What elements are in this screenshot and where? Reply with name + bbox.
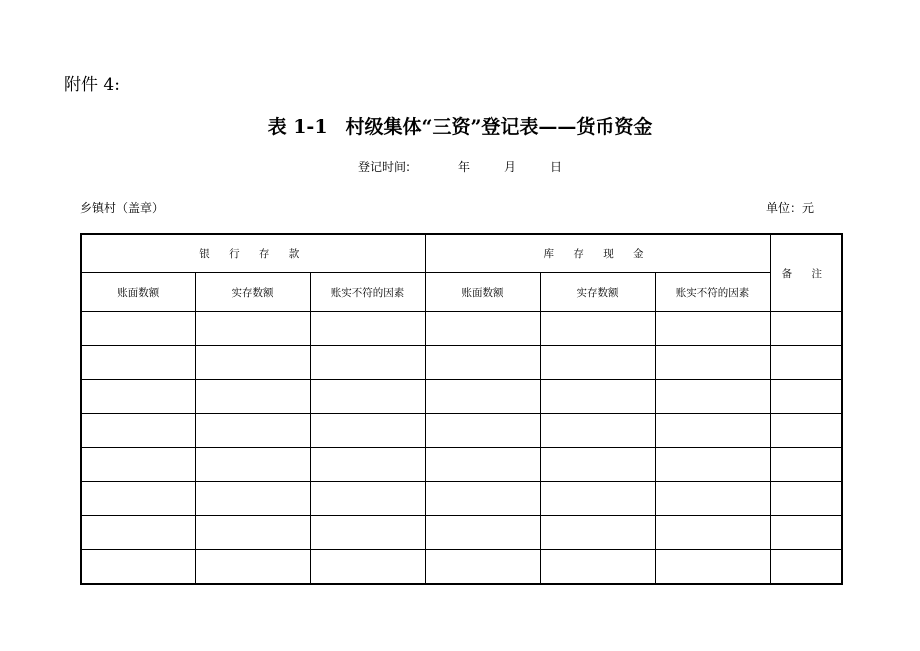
table-cell[interactable]	[655, 448, 770, 482]
table-cell[interactable]	[770, 448, 842, 482]
table-row	[81, 516, 842, 550]
table-body	[81, 312, 842, 585]
table-cell[interactable]	[81, 482, 195, 516]
table-cell[interactable]	[81, 414, 195, 448]
table-cell[interactable]	[425, 482, 540, 516]
table-row	[81, 448, 842, 482]
table-cell[interactable]	[540, 414, 655, 448]
table-cell[interactable]	[81, 516, 195, 550]
registration-day: 日	[550, 160, 563, 174]
table-cell[interactable]	[310, 414, 425, 448]
header-remarks: 备 注	[770, 234, 842, 312]
table-cell[interactable]	[310, 448, 425, 482]
table-cell[interactable]	[81, 550, 195, 585]
header-cash-on-hand: 库 存 现 金	[425, 234, 770, 273]
header-bank-book-amount: 账面数额	[81, 273, 195, 312]
table-cell[interactable]	[425, 516, 540, 550]
page-title	[0, 112, 920, 139]
table-cell[interactable]	[195, 346, 310, 380]
registration-month: 月	[504, 160, 517, 174]
table-cell[interactable]	[310, 312, 425, 346]
table-cell[interactable]	[770, 414, 842, 448]
table-cell[interactable]	[81, 346, 195, 380]
table-cell[interactable]	[540, 380, 655, 414]
table-cell[interactable]	[655, 414, 770, 448]
table-cell[interactable]	[310, 516, 425, 550]
table-row	[81, 550, 842, 585]
table-cell[interactable]	[655, 482, 770, 516]
unit-label: 单位：元	[766, 201, 815, 215]
table-cell[interactable]	[195, 414, 310, 448]
header-bank-actual-amount: 实存数额	[195, 273, 310, 312]
table-cell[interactable]	[195, 482, 310, 516]
table-cell[interactable]	[540, 448, 655, 482]
table-cell[interactable]	[770, 550, 842, 585]
table-row	[81, 346, 842, 380]
table-cell[interactable]	[425, 550, 540, 585]
table-cell[interactable]	[310, 482, 425, 516]
attachment-label: 附件 4:	[64, 75, 120, 95]
table-cell[interactable]	[195, 380, 310, 414]
registration-table	[80, 233, 843, 585]
table-cell[interactable]	[770, 312, 842, 346]
table-code: 表 1-1	[267, 116, 328, 138]
table-cell[interactable]	[81, 448, 195, 482]
table-cell[interactable]	[655, 380, 770, 414]
table-cell[interactable]	[655, 550, 770, 585]
table-cell[interactable]	[540, 550, 655, 585]
table-cell[interactable]	[770, 346, 842, 380]
header-cash-book-amount: 账面数额	[425, 273, 540, 312]
table-cell[interactable]	[425, 414, 540, 448]
registration-year: 年	[458, 160, 471, 174]
table-cell[interactable]	[195, 516, 310, 550]
table-cell[interactable]	[310, 380, 425, 414]
table-cell[interactable]	[310, 550, 425, 585]
table-row	[81, 414, 842, 448]
table-cell[interactable]	[81, 380, 195, 414]
table-cell[interactable]	[770, 516, 842, 550]
table-cell[interactable]	[195, 448, 310, 482]
table-cell[interactable]	[655, 312, 770, 346]
table-cell[interactable]	[540, 516, 655, 550]
table-row	[81, 482, 842, 516]
table-cell[interactable]	[425, 380, 540, 414]
table-cell[interactable]	[195, 550, 310, 585]
header-bank-deposits: 银 行 存 款	[81, 234, 425, 273]
table-row	[81, 380, 842, 414]
table-cell[interactable]	[770, 380, 842, 414]
header-bank-discrepancy: 账实不符的因素	[310, 273, 425, 312]
table-cell[interactable]	[655, 516, 770, 550]
town-village-stamp-label: 乡镇村（盖章）	[80, 201, 165, 215]
table-cell[interactable]	[310, 346, 425, 380]
header-cash-discrepancy: 账实不符的因素	[655, 273, 770, 312]
table-cell[interactable]	[81, 312, 195, 346]
table-cell[interactable]	[770, 482, 842, 516]
table-cell[interactable]	[425, 448, 540, 482]
table-cell[interactable]	[655, 346, 770, 380]
table-cell[interactable]	[425, 312, 540, 346]
table-cell[interactable]	[540, 312, 655, 346]
table-title: 村级集体“三资”登记表——货币资金	[345, 116, 653, 138]
registration-time-label: 登记时间:	[358, 160, 411, 174]
table-cell[interactable]	[540, 346, 655, 380]
table-cell[interactable]	[425, 346, 540, 380]
header-cash-actual-amount: 实存数额	[540, 273, 655, 312]
table-row	[81, 312, 842, 346]
table-cell[interactable]	[540, 482, 655, 516]
table-cell[interactable]	[195, 312, 310, 346]
